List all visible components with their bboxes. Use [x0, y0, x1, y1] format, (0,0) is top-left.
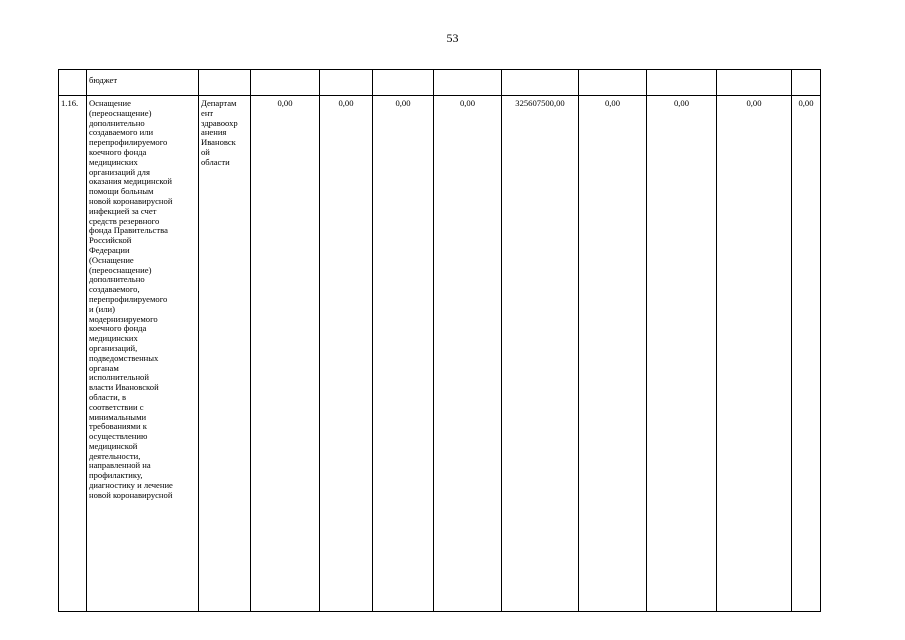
executor-cell [199, 96, 251, 612]
program-table [58, 69, 821, 612]
name-line: (переоснащение) [89, 107, 152, 118]
value-cell: 0,00 [373, 96, 434, 612]
name-line: требованиями к [89, 421, 147, 432]
page-number: 53 [446, 31, 459, 45]
name-line: (Оснащение [89, 254, 134, 265]
name-line: и (или) [89, 303, 115, 314]
table-row [59, 70, 821, 96]
name-line: Федерации [89, 244, 130, 255]
name-line: Оснащение [89, 98, 131, 108]
name-line: создаваемого или [89, 127, 154, 138]
name-line: перепрофилируемого [89, 137, 168, 148]
name-line: организаций, [89, 342, 138, 353]
executor-line: Департам [201, 98, 237, 108]
executor-line: ой [201, 146, 210, 157]
name-line: дополнительно [89, 117, 145, 128]
name-line: исполнительной [89, 372, 149, 383]
event-name-cell [87, 96, 199, 612]
name-line: (переоснащение) [89, 264, 152, 275]
value-cell: 0,00 [579, 96, 647, 612]
table-cell [579, 70, 647, 96]
name-line: создаваемого, [89, 284, 140, 295]
name-line: осуществлению [89, 431, 148, 442]
name-line: органам [89, 362, 119, 373]
value-cell: 0,00 [792, 96, 821, 612]
value-cell: 0,00 [717, 96, 792, 612]
name-line: модернизируемого [89, 313, 158, 324]
table-cell [199, 70, 251, 96]
name-line: медицинской [89, 440, 138, 451]
executor-line: области [201, 156, 230, 167]
name-line: деятельности, [89, 450, 141, 461]
name-line: коечного фонда [89, 146, 147, 157]
name-line: Российской [89, 235, 132, 246]
name-line: направленной на [89, 460, 151, 471]
executor-line: анения [201, 127, 227, 138]
table-cell [502, 70, 579, 96]
row-index-cell: 1.16. [59, 96, 87, 612]
name-line: профилактику, [89, 470, 143, 481]
name-line: новой коронавирусной [89, 489, 173, 500]
value-cell: 325607500,00 [502, 96, 579, 612]
name-line: новой коронавирусной [89, 195, 173, 206]
name-line: организаций для [89, 166, 150, 177]
name-line: оказания медицинской [89, 176, 173, 187]
name-line: перепрофилируемого [89, 293, 168, 304]
name-line: фонда Правительства [89, 225, 168, 236]
prev-row-name-cell: бюджет [87, 70, 199, 96]
table-cell [717, 70, 792, 96]
value-cell: 0,00 [320, 96, 373, 612]
name-line: помощи больным [89, 186, 154, 197]
executor-line: ент [201, 107, 214, 118]
name-line: области, в [89, 391, 127, 402]
name-line: медицинских [89, 333, 138, 344]
name-line: минимальными [89, 411, 147, 422]
name-line: инфекцией за счет [89, 205, 157, 216]
executor-line: Ивановск [201, 137, 236, 148]
table-row [59, 96, 821, 612]
table-cell [792, 70, 821, 96]
value-cell: 0,00 [251, 96, 320, 612]
name-line: коечного фонда [89, 323, 147, 334]
name-line: подведомственных [89, 352, 159, 363]
table-cell [647, 70, 717, 96]
value-cell: 0,00 [434, 96, 502, 612]
table-cell [434, 70, 502, 96]
table-cell [320, 70, 373, 96]
value-cell: 0,00 [647, 96, 717, 612]
table-cell [373, 70, 434, 96]
name-line: власти Ивановской [89, 382, 159, 393]
name-line: дополнительно [89, 274, 145, 285]
name-line: средств резервного [89, 215, 160, 226]
name-line: диагностику и лечение [89, 480, 173, 491]
name-line: медицинских [89, 156, 138, 167]
executor-line: здравоохр [201, 117, 238, 128]
name-line: соответствии с [89, 401, 144, 412]
table-cell [251, 70, 320, 96]
table-cell [59, 70, 87, 96]
